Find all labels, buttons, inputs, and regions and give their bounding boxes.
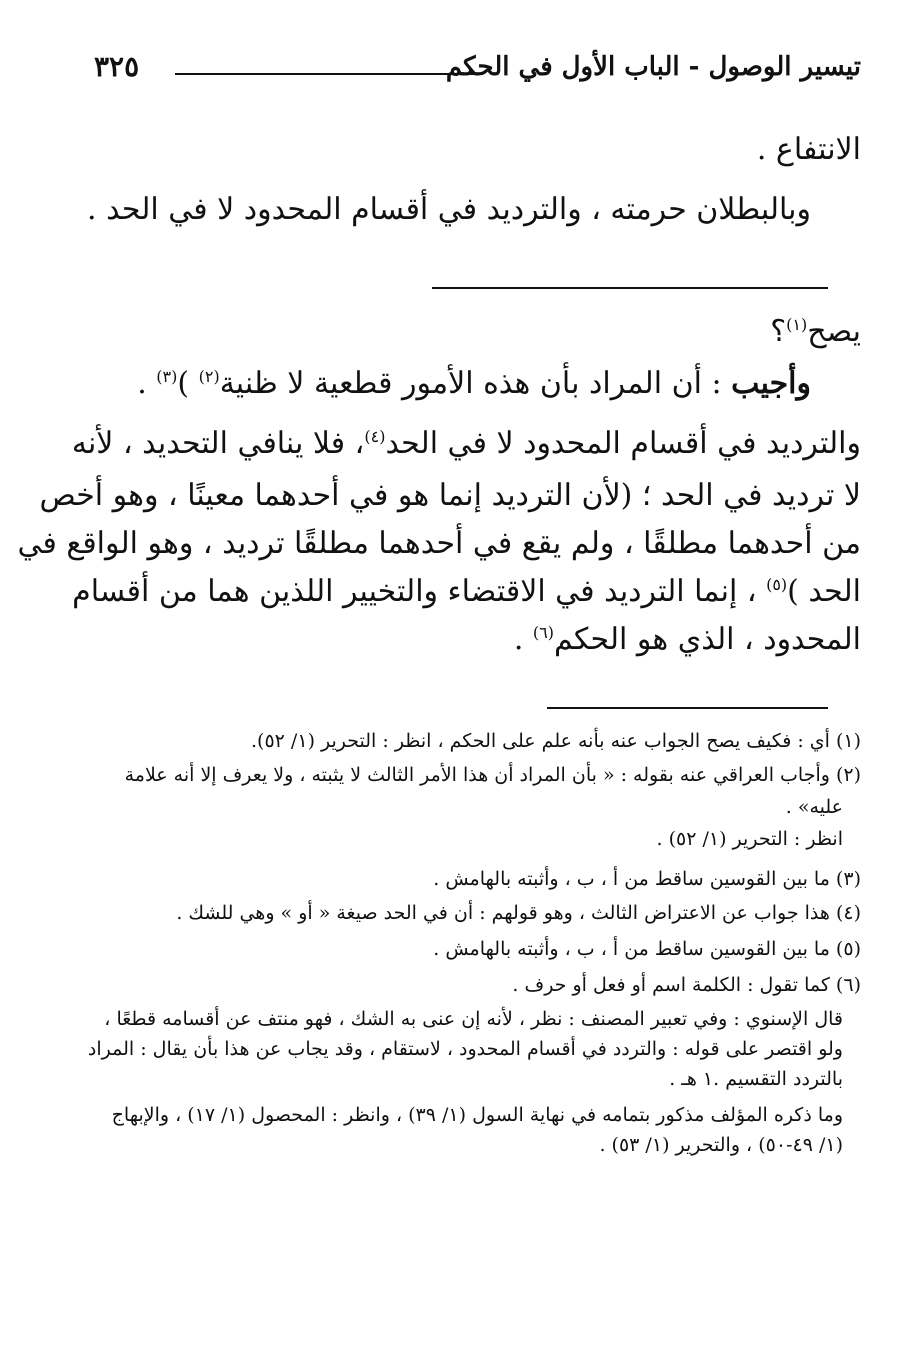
footnote-6-quote-3: بالتردد التقسيم .١ هـ .	[669, 1068, 843, 1090]
closing-paren: )	[177, 366, 199, 401]
footnote-ref-6: (٦)	[532, 623, 554, 642]
line3-part-b: ، فلا ينافي التحديد ، لأنه	[71, 426, 365, 461]
main-line-4: لا ترديد في الحد ؛ (لأن الترديد إنما هو في أحدهما معينًا ، وهو أخص	[39, 478, 861, 513]
page-number: ٣٢٥	[94, 50, 140, 83]
answer-end: .	[137, 366, 157, 401]
footnote-6-ref-2: (١/ ٤٩-٥٠) ، والتحرير (١/ ٥٣) .	[599, 1134, 843, 1156]
line3-part-a: والترديد في أقسام المحدود لا في الحد	[385, 426, 861, 461]
footnote-ref-1: (١)	[786, 315, 808, 334]
footnote-2-line-2: عليه» .	[785, 796, 843, 818]
section-divider	[432, 287, 828, 289]
footnote-6: (٦) كما تقول : الكلمة اسم أو فعل أو حرف .	[512, 974, 861, 996]
main-line-2	[137, 366, 811, 401]
footnote-6-quote-1: قال الإسنوي : وفي تعبير المصنف : نظر ، لأنه إن عنى به الشك ، فهو منتف عن أقسامه قطعًا ،	[104, 1008, 843, 1030]
header-rule	[175, 73, 483, 75]
top-line-2: وبالبطلان حرمته ، والترديد في أقسام المحدود لا في الحد .	[87, 192, 811, 227]
footnote-3: (٣) ما بين القوسين ساقط من أ ، ب ، وأثبته بالهامش .	[433, 868, 861, 890]
footnote-ref-4: (٤)	[364, 427, 386, 446]
footnote-ref-2: (٢)	[198, 367, 220, 386]
main-line-6	[72, 574, 861, 609]
footnote-1: (١) أي : فكيف يصح الجواب عنه بأنه علم على الحكم ، انظر : التحرير (١/ ٥٢).	[251, 730, 861, 752]
footnote-5: (٥) ما بين القوسين ساقط من أ ، ب ، وأثبته بالهامش .	[433, 938, 861, 960]
main-line-7	[514, 622, 861, 657]
question-mark: ؟	[770, 314, 787, 349]
main-line-3	[71, 426, 861, 461]
line6-part-a: الحد )	[787, 574, 861, 609]
footnote-separator	[547, 707, 828, 709]
main-word: يصح	[807, 314, 861, 349]
line7-part-b: .	[513, 622, 533, 657]
answer-label: وأجيب	[731, 366, 811, 401]
footnote-2-line-1: (٢) وأجاب العراقي عنه بقوله : « بأن المراد أن هذا الأمر الثالث لا يثبته ، ولا يعرف إلا أنه علامة	[124, 764, 861, 786]
main-line-1	[770, 314, 861, 349]
line6-part-b: ، إنما الترديد في الاقتضاء والتخيير اللذين هما من أقسام	[72, 574, 767, 609]
footnote-6-quote-2: ولو اقتصر على قوله : والتردد في أقسام المحدود ، لاستقام ، وقد يجاب عن هذا بأن يقال : المراد	[87, 1038, 843, 1060]
answer-text: : أن المراد بأن هذه الأمور قطعية لا ظنية	[219, 366, 732, 401]
footnote-ref-3: (٣)	[156, 367, 178, 386]
top-line-1: الانتفاع .	[756, 132, 861, 167]
footnote-4: (٤) هذا جواب عن الاعتراض الثالث ، وهو قولهم : أن في الحد صيغة « أو » وهي للشك .	[176, 902, 861, 924]
footnote-6-ref-1: وما ذكره المؤلف مذكور بتمامه في نهاية السول (١/ ٣٩) ، وانظر : المحصول (١/ ١٧) ، والإبهاج	[111, 1104, 843, 1126]
footnote-ref-5: (٥)	[766, 575, 788, 594]
running-header-title: تيسير الوصول - الباب الأول في الحكم	[445, 52, 861, 82]
main-line-5: من أحدهما مطلقًا ، ولم يقع في أحدهما مطلقًا ترديد ، وهو الواقع في	[17, 526, 861, 561]
line7-part-a: المحدود ، الذي هو الحكم	[553, 622, 861, 657]
footnote-2-line-3: انظر : التحرير (١/ ٥٢) .	[656, 828, 843, 850]
